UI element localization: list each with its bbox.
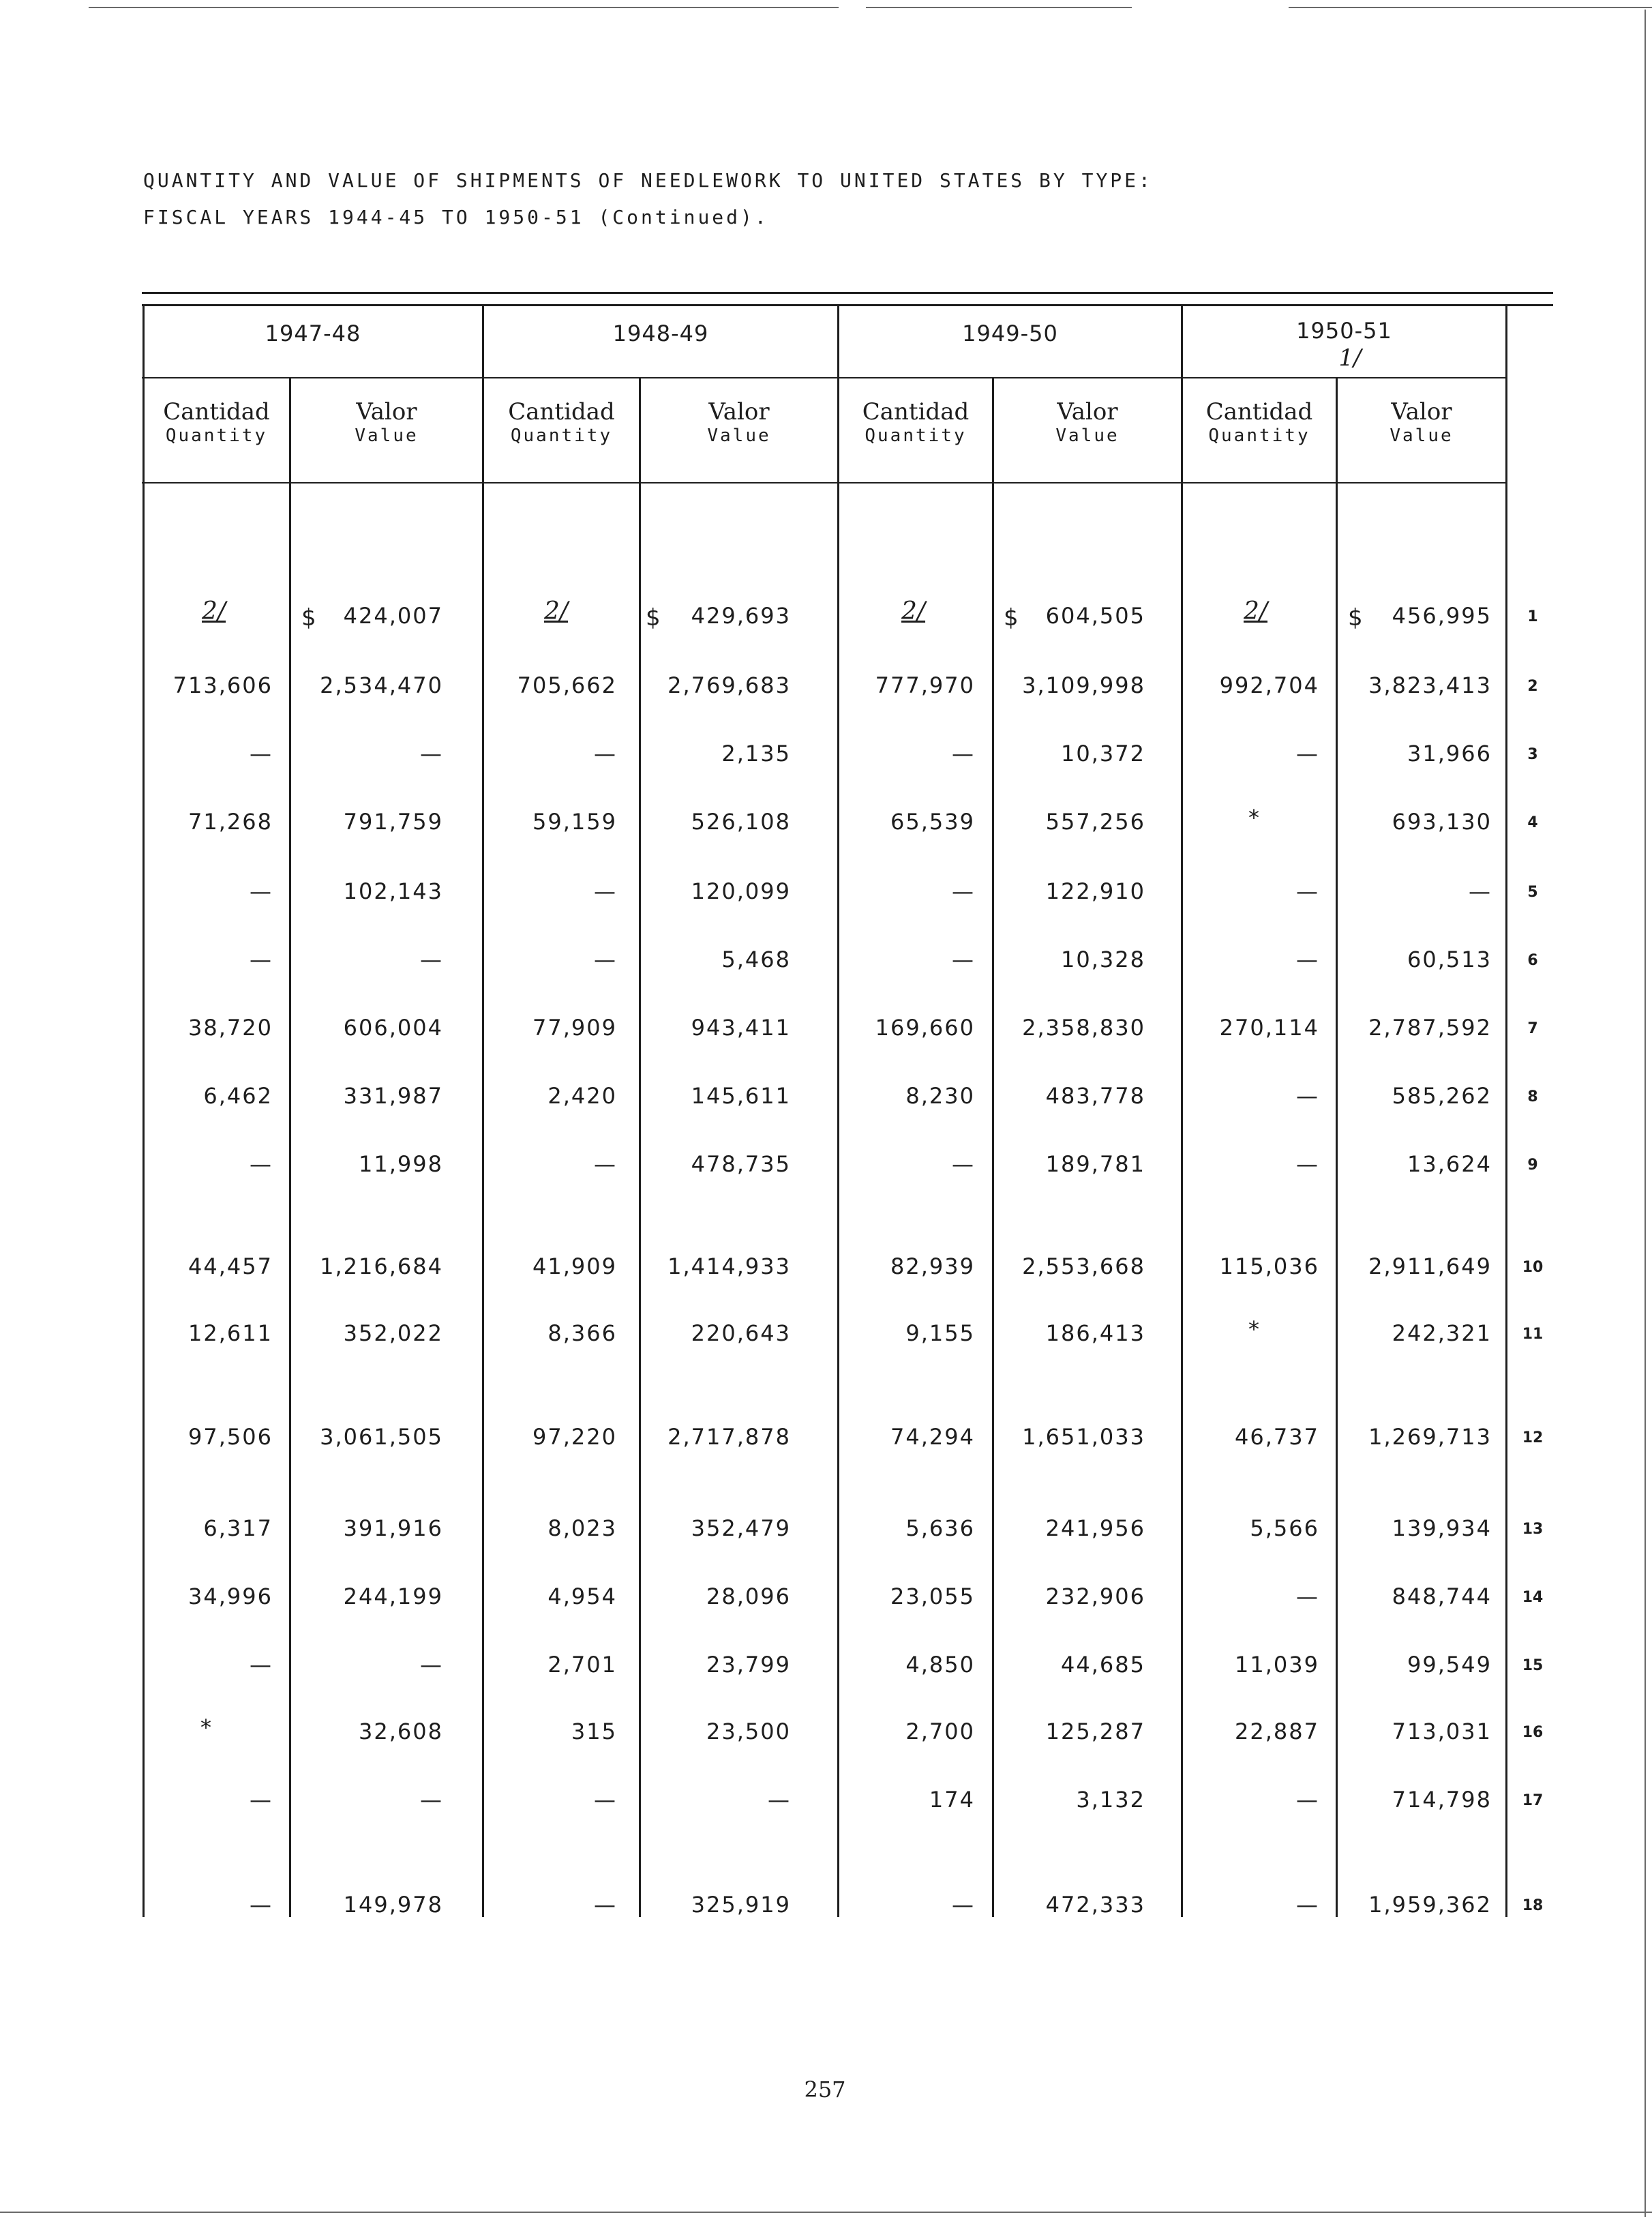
column-header-rule <box>142 482 1507 483</box>
value-cell: — <box>420 947 443 972</box>
row-number: 1 <box>1527 608 1538 625</box>
quantity-cell: — <box>594 1892 617 1918</box>
value-cell: 456,995 <box>1392 603 1492 629</box>
quantity-cell: 71,268 <box>188 809 273 835</box>
value-cell: 325,919 <box>691 1892 791 1918</box>
row-number: 14 <box>1522 1589 1544 1606</box>
value-cell: 352,479 <box>691 1515 791 1541</box>
value-cell: 44,685 <box>1061 1652 1145 1678</box>
table-title-line-1: QUANTITY AND VALUE OF SHIPMENTS OF NEEDLEWORK TO UNITED STATES BY TYPE: <box>143 169 1153 192</box>
value-cell: 557,256 <box>1045 809 1145 835</box>
year-footnote-mark: 1/ <box>1338 344 1362 372</box>
value-cell: 220,643 <box>691 1320 791 1346</box>
year-header-1949-50: 1949-50 <box>962 321 1058 346</box>
quantity-cell: 38,720 <box>188 1015 273 1041</box>
value-cell: 2,717,878 <box>667 1424 791 1450</box>
quantity-cell: — <box>594 947 617 972</box>
quantity-cell: — <box>1296 1892 1319 1918</box>
row-number: 13 <box>1522 1521 1544 1538</box>
row-number: 18 <box>1522 1897 1544 1914</box>
quantity-cell: 992,704 <box>1219 672 1319 698</box>
quantity-cell: — <box>1296 947 1319 972</box>
quantity-cell: — <box>1296 1151 1319 1177</box>
year-header-1947-48: 1947-48 <box>265 321 361 346</box>
quantity-cell: 174 <box>929 1787 975 1813</box>
quantity-cell: — <box>952 947 975 972</box>
quantity-cell: 65,539 <box>890 809 975 835</box>
value-cell: 102,143 <box>343 878 443 904</box>
value-cell: 10,328 <box>1061 947 1145 972</box>
value-cell: 331,987 <box>343 1083 443 1109</box>
value-cell: 2,358,830 <box>1022 1015 1145 1041</box>
value-cell: — <box>1469 878 1492 904</box>
row-number: 9 <box>1527 1157 1538 1174</box>
value-cell: 60,513 <box>1407 947 1492 972</box>
quantity-cell: 59,159 <box>532 809 617 835</box>
value-cell: 526,108 <box>691 809 791 835</box>
value-cell: 149,978 <box>343 1892 443 1918</box>
value-cell: 241,956 <box>1045 1515 1145 1541</box>
dollar-sign: $ <box>1004 604 1019 631</box>
dollar-sign: $ <box>301 604 316 631</box>
value-cell: 2,135 <box>721 741 791 767</box>
quantity-cell: 12,611 <box>188 1320 273 1346</box>
value-cell: 472,333 <box>1045 1892 1145 1918</box>
row-number: 10 <box>1522 1259 1544 1276</box>
quantity-header: Cantidad Quantity <box>1205 398 1313 446</box>
dollar-sign: $ <box>646 604 661 631</box>
value-cell: 31,966 <box>1407 741 1492 767</box>
row-number: 6 <box>1527 952 1538 969</box>
value-cell: 2,787,592 <box>1368 1015 1492 1041</box>
value-cell: 23,500 <box>706 1718 791 1744</box>
value-cell: 10,372 <box>1061 741 1145 767</box>
row-number: 8 <box>1527 1088 1538 1105</box>
quantity-cell: 97,506 <box>188 1424 273 1450</box>
quantity-cell: 9,155 <box>905 1320 975 1346</box>
value-cell: 186,413 <box>1045 1320 1145 1346</box>
quantity-cell: — <box>952 741 975 767</box>
quantity-cell: — <box>952 1151 975 1177</box>
quantity-cell: — <box>250 1787 273 1813</box>
value-cell: 145,611 <box>691 1083 791 1109</box>
quantity-cell: 713,606 <box>172 672 273 698</box>
row-number: 16 <box>1522 1724 1544 1741</box>
value-cell: 3,132 <box>1076 1787 1145 1813</box>
asterisk-note: * <box>1248 1316 1261 1342</box>
quantity-cell: — <box>1296 1083 1319 1109</box>
value-cell: 429,693 <box>691 603 791 629</box>
value-cell: 2,911,649 <box>1368 1253 1492 1279</box>
quantity-cell: 97,220 <box>532 1424 617 1450</box>
quantity-cell: — <box>250 1151 273 1177</box>
row-number: 12 <box>1522 1429 1544 1446</box>
value-cell: 244,199 <box>343 1583 443 1609</box>
quantity-cell: 315 <box>571 1718 617 1744</box>
value-cell: 2,534,470 <box>320 672 443 698</box>
quantity-cell: 82,939 <box>890 1253 975 1279</box>
quantity-cell: 5,636 <box>905 1515 975 1541</box>
quantity-cell: — <box>250 947 273 972</box>
year-header-1950-51: 1950-51 <box>1296 318 1392 344</box>
value-cell: 1,269,713 <box>1368 1424 1492 1450</box>
dollar-sign: $ <box>1348 604 1363 631</box>
scan-edge-right <box>1645 10 1646 2217</box>
quantity-cell: 115,036 <box>1219 1253 1319 1279</box>
table-title-line-2: FISCAL YEARS 1944-45 TO 1950-51 (Continued). <box>143 206 769 228</box>
year-header-rule <box>142 377 1507 378</box>
value-cell: 585,262 <box>1392 1083 1492 1109</box>
value-cell: 242,321 <box>1392 1320 1492 1346</box>
quantity-cell: 44,457 <box>188 1253 273 1279</box>
quantity-cell: — <box>594 741 617 767</box>
value-cell: — <box>420 741 443 767</box>
quantity-cell: 270,114 <box>1219 1015 1319 1041</box>
value-cell: 122,910 <box>1045 878 1145 904</box>
quantity-cell: 2,700 <box>905 1718 975 1744</box>
scan-edge-line <box>89 7 839 8</box>
year-header-1948-49: 1948-49 <box>612 321 709 346</box>
value-cell: — <box>420 1787 443 1813</box>
value-cell: 352,022 <box>343 1320 443 1346</box>
value-cell: 1,414,933 <box>667 1253 791 1279</box>
quantity-cell: — <box>594 878 617 904</box>
value-cell: — <box>420 1652 443 1678</box>
quantity-cell: 705,662 <box>517 672 617 698</box>
row-number: 5 <box>1527 884 1538 901</box>
value-header: Valor Value <box>1055 398 1120 446</box>
quantity-cell: 4,850 <box>905 1652 975 1678</box>
value-cell: 714,798 <box>1392 1787 1492 1813</box>
value-cell: 99,549 <box>1407 1652 1492 1678</box>
quantity-cell: — <box>594 1787 617 1813</box>
scan-edge-line <box>866 7 1132 8</box>
value-cell: — <box>768 1787 791 1813</box>
quantity-cell: 11,039 <box>1235 1652 1319 1678</box>
quantity-cell: — <box>952 1892 975 1918</box>
col-rule <box>1505 304 1507 1917</box>
quantity-cell: 34,996 <box>188 1583 273 1609</box>
asterisk-note: * <box>1248 805 1261 831</box>
scan-edge-line <box>1289 7 1652 8</box>
value-cell: 483,778 <box>1045 1083 1145 1109</box>
footnote-2-mark: 2/ <box>1244 597 1268 625</box>
footnote-2-mark: 2/ <box>544 597 569 625</box>
footnote-2-mark: 2/ <box>901 597 926 625</box>
value-cell: 125,287 <box>1045 1718 1145 1744</box>
value-cell: 139,934 <box>1392 1515 1492 1541</box>
value-cell: 28,096 <box>706 1583 791 1609</box>
quantity-cell: 777,970 <box>875 672 975 698</box>
row-number: 2 <box>1527 678 1538 695</box>
quantity-cell: — <box>250 1652 273 1678</box>
value-cell: 791,759 <box>343 809 443 835</box>
value-cell: 424,007 <box>343 603 443 629</box>
quantity-cell: — <box>594 1151 617 1177</box>
row-number: 7 <box>1527 1020 1538 1037</box>
quantity-cell: 22,887 <box>1235 1718 1319 1744</box>
value-cell: 232,906 <box>1045 1583 1145 1609</box>
value-cell: 2,769,683 <box>667 672 791 698</box>
quantity-cell: — <box>1296 1583 1319 1609</box>
value-header: Valor Value <box>355 398 419 446</box>
quantity-cell: — <box>1296 741 1319 767</box>
quantity-cell: — <box>250 741 273 767</box>
value-cell: 713,031 <box>1392 1718 1492 1744</box>
value-cell: 5,468 <box>721 947 791 972</box>
quantity-cell: — <box>1296 878 1319 904</box>
row-number: 11 <box>1522 1326 1544 1343</box>
quantity-cell: 8,366 <box>547 1320 617 1346</box>
table-top-rule-2 <box>142 304 1553 306</box>
value-cell: 189,781 <box>1045 1151 1145 1177</box>
value-cell: 1,216,684 <box>320 1253 443 1279</box>
quantity-header: Cantidad Quantity <box>163 398 270 446</box>
row-number: 3 <box>1527 746 1538 763</box>
value-cell: 604,505 <box>1045 603 1145 629</box>
value-cell: 391,916 <box>343 1515 443 1541</box>
row-number: 17 <box>1522 1792 1544 1809</box>
scan-edge-bottom <box>0 2212 1652 2213</box>
value-cell: 120,099 <box>691 878 791 904</box>
footnote-2-mark: 2/ <box>202 597 226 625</box>
row-number: 15 <box>1522 1657 1544 1674</box>
quantity-cell: — <box>1296 1787 1319 1813</box>
quantity-cell: 6,462 <box>203 1083 273 1109</box>
quantity-cell: 46,737 <box>1235 1424 1319 1450</box>
asterisk-note: * <box>200 1714 213 1740</box>
quantity-cell: — <box>952 878 975 904</box>
value-cell: 3,823,413 <box>1368 672 1492 698</box>
quantity-cell: 4,954 <box>547 1583 617 1609</box>
quantity-cell: — <box>250 1892 273 1918</box>
quantity-cell: — <box>250 878 273 904</box>
value-cell: 13,624 <box>1407 1151 1492 1177</box>
quantity-cell: 169,660 <box>875 1015 975 1041</box>
value-cell: 11,998 <box>359 1151 443 1177</box>
value-cell: 478,735 <box>691 1151 791 1177</box>
value-cell: 1,959,362 <box>1368 1892 1492 1918</box>
value-header: Valor Value <box>1390 398 1454 446</box>
row-number: 4 <box>1527 814 1538 831</box>
quantity-cell: 41,909 <box>532 1253 617 1279</box>
value-cell: 32,608 <box>359 1718 443 1744</box>
quantity-cell: 77,909 <box>532 1015 617 1041</box>
quantity-cell: 74,294 <box>890 1424 975 1450</box>
value-cell: 3,109,998 <box>1022 672 1145 698</box>
table-top-rule <box>142 292 1553 294</box>
value-cell: 3,061,505 <box>320 1424 443 1450</box>
value-cell: 943,411 <box>691 1015 791 1041</box>
value-header: Valor Value <box>707 398 771 446</box>
quantity-header: Cantidad Quantity <box>862 398 970 446</box>
quantity-cell: 2,420 <box>547 1083 617 1109</box>
quantity-cell: 6,317 <box>203 1515 273 1541</box>
value-cell: 606,004 <box>343 1015 443 1041</box>
value-cell: 693,130 <box>1392 809 1492 835</box>
quantity-cell: 5,566 <box>1250 1515 1319 1541</box>
value-cell: 1,651,033 <box>1022 1424 1145 1450</box>
value-cell: 23,799 <box>706 1652 791 1678</box>
value-cell: 848,744 <box>1392 1583 1492 1609</box>
page-number: 257 <box>804 2077 846 2102</box>
quantity-header: Cantidad Quantity <box>508 398 615 446</box>
quantity-cell: 8,023 <box>547 1515 617 1541</box>
quantity-cell: 23,055 <box>890 1583 975 1609</box>
value-cell: 2,553,668 <box>1022 1253 1145 1279</box>
quantity-cell: 2,701 <box>547 1652 617 1678</box>
quantity-cell: 8,230 <box>905 1083 975 1109</box>
